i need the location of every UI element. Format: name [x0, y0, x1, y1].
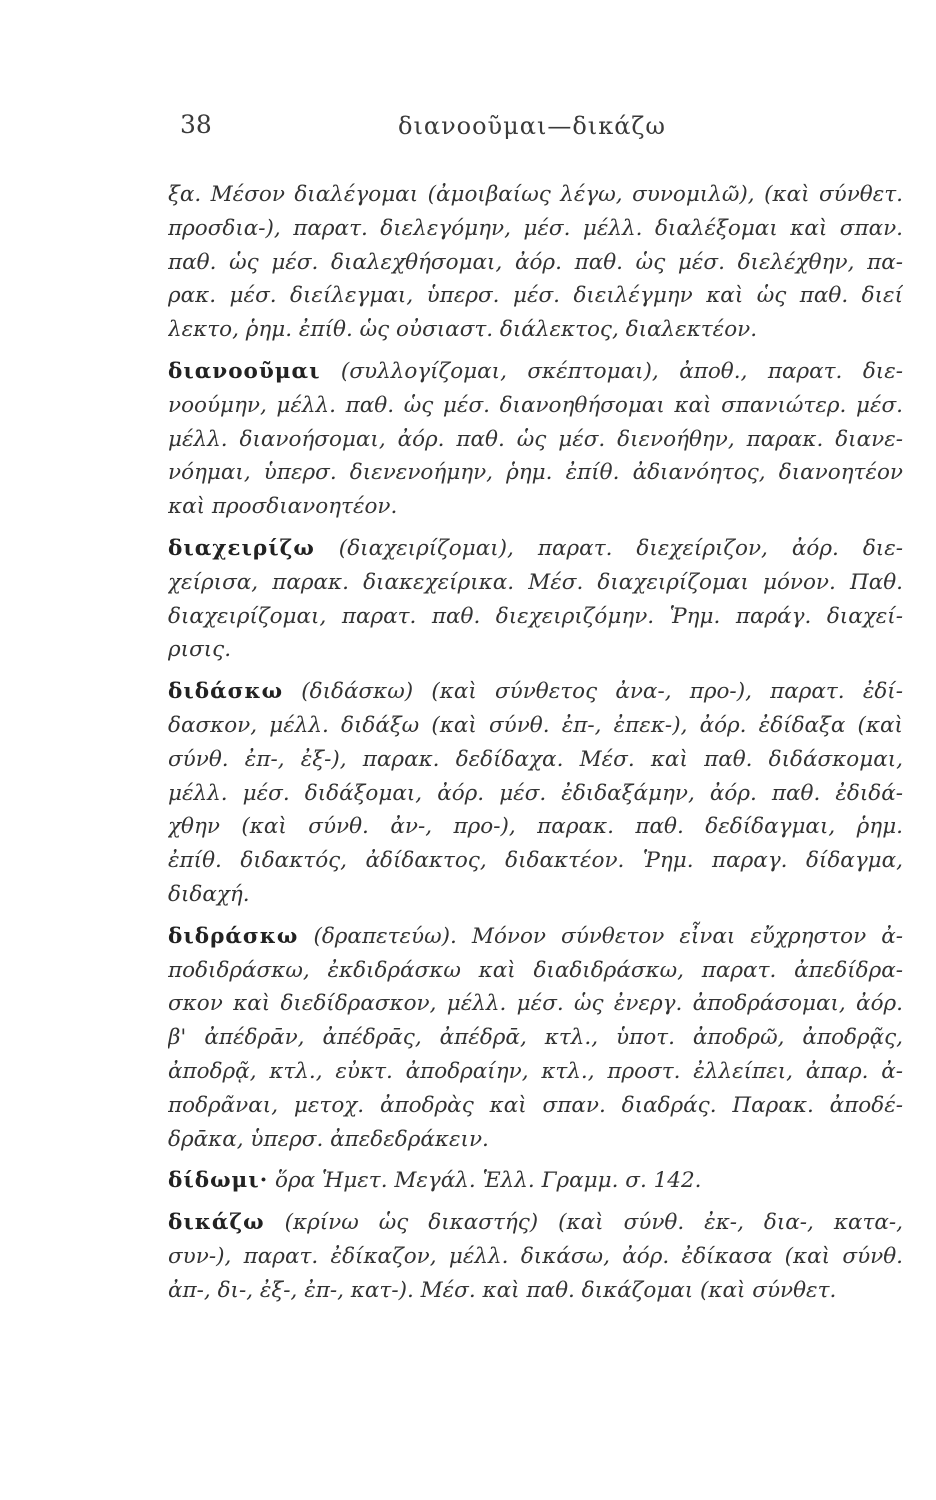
- dictionary-text: [168, 178, 903, 1308]
- line-text: ποδιδράσκω, ἐκδιδράσκω καὶ διαδιδράσκω, παρατ. ἀπεδίδρα-: [168, 957, 903, 983]
- entry-didrasko: [168, 920, 903, 1157]
- text-line: [168, 600, 903, 634]
- text-line: [168, 1164, 903, 1198]
- text-line: [168, 1240, 903, 1274]
- entry-gap: [168, 667, 903, 675]
- entry-gap: [168, 1198, 903, 1206]
- line-text: ξα. Μέσον διαλέγομαι (ἀμοιβαίως λέγω, συνομιλῶ), (καὶ σύνθετ.: [168, 182, 903, 207]
- line-text: (κρίνω ὡς δικαστής) (καὶ σύνθ. ἐκ-, δια-, κατα-,: [264, 1210, 903, 1236]
- text-line: [168, 743, 903, 777]
- text-line: [168, 675, 903, 709]
- line-text: ἀπ-, δι-, ἐξ-, ἐπ-, κατ-). Μέσ. καὶ παθ. δικάζομαι (καὶ σύνθετ.: [168, 1277, 837, 1303]
- entry-dikazo: [168, 1206, 903, 1307]
- headword: διαχειρίζω: [168, 535, 315, 561]
- line-text: χείρισα, παρακ. διακεχείρικα. Μέσ. διαχειρίζομαι μόνον. Παθ.: [168, 569, 903, 595]
- entry-continuation: [168, 178, 903, 347]
- entry-gap: [168, 347, 903, 355]
- headword: διδάσκω: [168, 679, 284, 705]
- text-line: [168, 878, 903, 912]
- line-text: μέλλ. διανοήσομαι, ἀόρ. παθ. ὡς μέσ. διενοήθην, παρακ. διανε-: [168, 426, 903, 452]
- text-line: [168, 1021, 903, 1055]
- line-text: καὶ προσδιανοητέον.: [168, 494, 398, 520]
- line-text: (δραπετεύω). Μόνον σύνθετον εἶναι εὔχρηστον ἀ-: [298, 923, 903, 949]
- line-text: ὅρα Ἡμετ. Μεγάλ. Ἑλλ. Γραμμ. σ. 142.: [268, 1168, 702, 1194]
- line-text: ἀποδρᾷ, κτλ., εὐκτ. ἀποδραίην, κτλ., προστ. ἐλλείπει, ἀπαρ. ἀ-: [168, 1058, 903, 1084]
- line-text: διαχειρίζομαι, παρατ. παθ. διεχειριζόμην. Ῥημ. παράγ. διαχεί-: [168, 603, 903, 629]
- text-line: [168, 389, 903, 423]
- text-line: [168, 178, 903, 212]
- line-text: δασκον, μέλλ. διδάξω (καὶ σύνθ. ἐπ-, ἐπεκ-), ἀόρ. ἐδίδαξα (καὶ: [168, 712, 903, 738]
- text-line: [168, 1206, 903, 1240]
- text-line: [168, 456, 903, 490]
- line-text: παθ. ὡς μέσ. διαλεχθήσομαι, ἀόρ. παθ. ὡς μέσ. διελέχθην, πα-: [168, 249, 903, 275]
- text-line: [168, 212, 903, 246]
- entry-diacheirizo: [168, 532, 903, 667]
- text-line: [168, 313, 903, 347]
- text-line: [168, 1089, 903, 1123]
- headword: δίδωμι·: [168, 1168, 269, 1194]
- entry-didomi: [168, 1164, 903, 1198]
- line-text: συν-), παρατ. ἐδίκαζον, μέλλ. δικάσω, ἀόρ. ἐδίκασα (καὶ σύνθ.: [168, 1243, 903, 1269]
- line-text: σκον καὶ διεδίδρασκον, μέλλ. μέσ. ὡς ἐνεργ. ἀποδράσομαι, ἀόρ.: [168, 991, 903, 1017]
- text-line: [168, 423, 903, 457]
- line-text: ποδρᾶναι, μετοχ. ἀποδρὰς καὶ σπαν. διαδράς. Παρακ. ἀποδέ-: [168, 1092, 903, 1118]
- text-line: [168, 246, 903, 280]
- text-line: [168, 987, 903, 1021]
- entry-didasko: [168, 675, 903, 912]
- line-text: (διδάσκω) (καὶ σύνθετος ἀνα-, προ-), παρατ. ἐδί-: [283, 679, 903, 705]
- line-text: ρισις.: [168, 637, 232, 663]
- line-text: β' ἀπέδρᾱν, ἀπέδρᾱς, ἀπέδρᾱ, κτλ., ὑποτ. ἀποδρῶ, ἀποδρᾷς,: [168, 1025, 903, 1051]
- text-line: [168, 1123, 903, 1157]
- line-text: διδαχή.: [168, 881, 250, 907]
- headword: διδράσκω: [168, 923, 299, 949]
- text-line: [168, 777, 903, 811]
- text-line: [168, 633, 903, 667]
- page-number: 38: [180, 110, 212, 139]
- entry-gap: [168, 524, 903, 532]
- text-line: [168, 1274, 903, 1308]
- page-header: [0, 104, 936, 152]
- line-text: προσδια-), παρατ. διελεγόμην, μέσ. μέλλ. διαλέξομαι καὶ σπαν.: [168, 215, 903, 241]
- line-text: νόημαι, ὑπερσ. διενενοήμην, ῥημ. ἐπίθ. ἀδιανόητος, διανοητέον: [168, 460, 903, 486]
- headword: δικάζω: [168, 1210, 265, 1236]
- text-line: [168, 920, 903, 954]
- line-text: δρᾱκα, ὑπερσ. ἀπεδεδράκειν.: [168, 1126, 489, 1152]
- text-line: [168, 709, 903, 743]
- text-line: [168, 566, 903, 600]
- line-text: (διαχειρίζομαι), παρατ. διεχείριζον, ἀόρ. διε-: [314, 535, 903, 561]
- line-text: χθην (καὶ σύνθ. ἀν-, προ-), παρακ. παθ. δεδίδαγμαι, ῥημ.: [168, 814, 903, 840]
- line-text: μέλλ. μέσ. διδάξομαι, ἀόρ. μέσ. ἐδιδαξάμην, ἀόρ. παθ. ἐδιδά-: [168, 780, 903, 806]
- line-text: λεκτο, ῥημ. ἐπίθ. ὡς οὐσιαστ. διάλεκτος, διαλεκτέον.: [168, 317, 758, 343]
- text-line: [168, 490, 903, 524]
- text-line: [168, 532, 903, 566]
- text-line: [168, 810, 903, 844]
- line-text: νοούμην, μέλλ. παθ. ὡς μέσ. διανοηθήσομαι καὶ σπανιώτερ. μέσ.: [168, 392, 903, 418]
- running-head: διανοοῦμαι—δικάζω: [398, 112, 667, 140]
- line-text: (συλλογίζομαι, σκέπτομαι), ἀποθ., παρατ. διε-: [320, 358, 903, 384]
- text-line: [168, 279, 903, 313]
- text-line: [168, 844, 903, 878]
- entry-gap: [168, 1156, 903, 1164]
- text-line: [168, 355, 903, 389]
- line-text: σύνθ. ἐπ-, ἐξ-), παρακ. δεδίδαχα. Μέσ. καὶ παθ. διδάσκομαι,: [168, 746, 903, 772]
- text-line: [168, 1055, 903, 1089]
- line-text: ἐπίθ. διδακτός, ἀδίδακτος, διδακτέον. Ῥημ. παραγ. δίδαγμα,: [168, 848, 903, 874]
- entry-dianooumai: [168, 355, 903, 524]
- line-text: ρακ. μέσ. διείλεγμαι, ὑπερσ. μέσ. διειλέγμην καὶ ὡς παθ. διεί: [168, 283, 903, 309]
- entry-gap: [168, 912, 903, 920]
- text-line: [168, 954, 903, 988]
- headword: διανοοῦμαι: [168, 358, 321, 384]
